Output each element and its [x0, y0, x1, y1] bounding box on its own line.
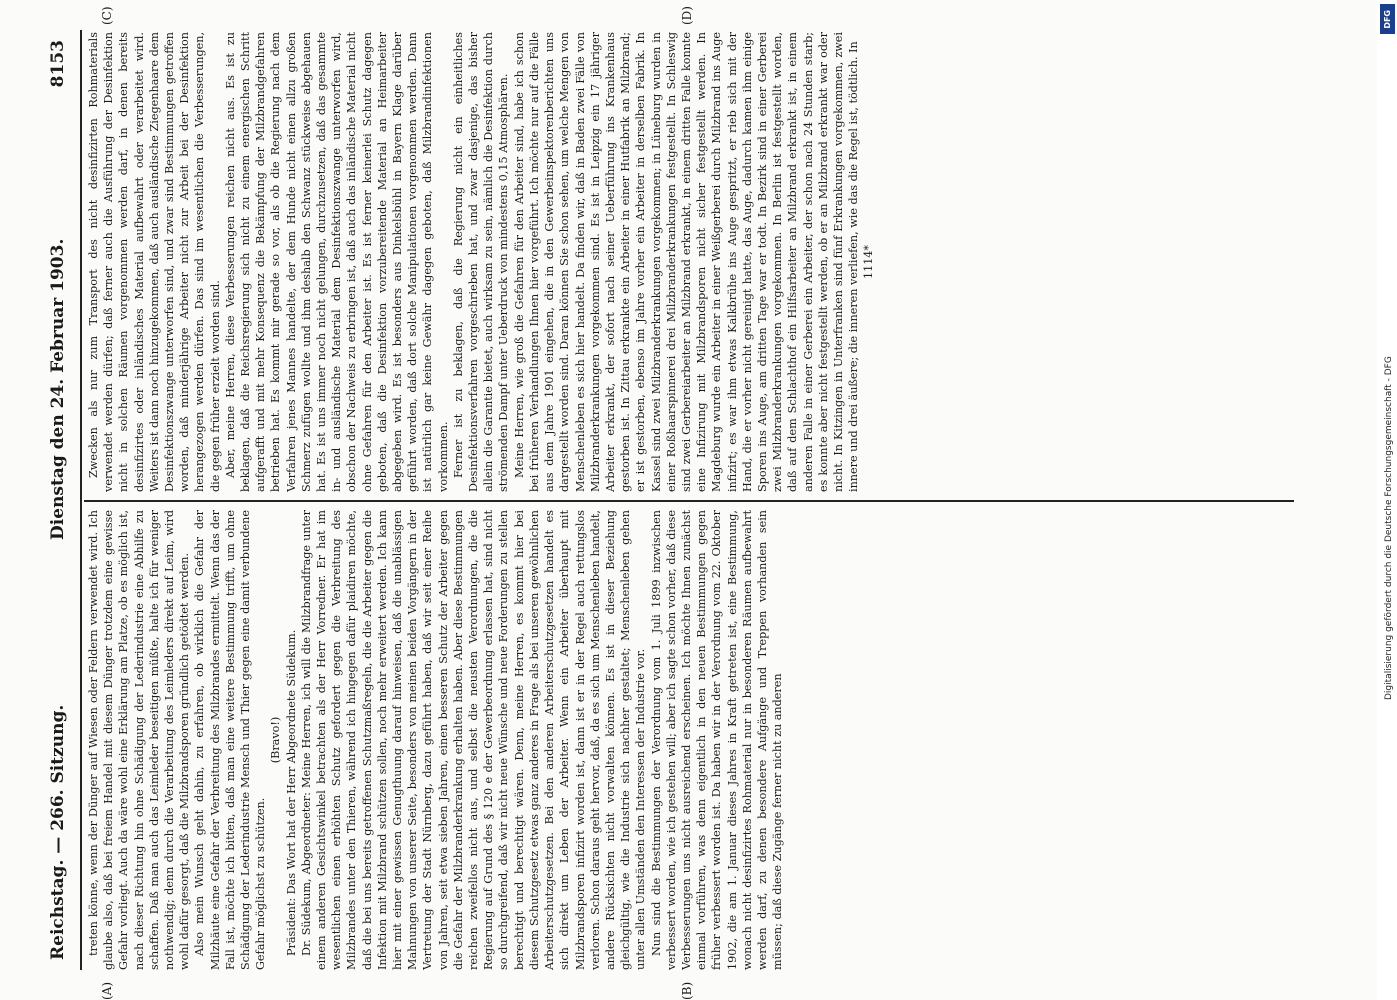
header-left: Reichstag. — 266. Sitzung.: [48, 704, 68, 960]
left-column: [86, 510, 1296, 970]
paragraph: Also mein Wunsch geht dahin, zu erfahren, ob wirklich die Gefahr der Milzhäute eine Gefahr der Verbreitung des Milzbrandes ermittelt. Wenn das der Fall ist, möchte ich bitten, daß man eine weitere Bestimmung trifft, um ohne Schädigung der Lederindustrie Mensch und Thier gegen eine damit verbundene Gefahr möglichst zu schützen.: [193, 510, 268, 970]
margin-marker-d: (D): [680, 6, 694, 25]
side-strip: [1377, 0, 1397, 1000]
rotated-page-content: [40, 6, 1300, 1000]
right-column: [86, 32, 1296, 492]
dfg-logo: DFG: [1380, 4, 1395, 34]
paragraph: Präsident: Das Wort hat der Herr Abgeordnete Südekum.: [284, 629, 298, 956]
page-number: 8153: [48, 40, 68, 88]
header-date: Dienstag den 24. Februar 1903.: [48, 238, 68, 540]
margin-marker-a: (A): [100, 981, 114, 1000]
paragraph: Meine Herren, wie groß die Gefahren für den Arbeiter sind, habe ich schon bei früheren Verhandlungen Ihnen hier vorgeführt. Ich möchte nur auf die Fälle aus dem Jahre 1901 eingehen, die in den Gewerbeinspektorenberichten uns dargestellt worden sind. Daran können Sie schon sehen, um welche Mengen von Menschenleben es sich hier handelt. Da finden wir, daß in Baden zwei Fälle von Milzbranderkrankungen vorgekommen sind. Es ist in Leipzig ein 17 jähriger Arbeiter erkrankt, der sofort nach seiner Ueberführung ins Krankenhaus gestorben ist. In Zittau erkrankte ein Arbeiter in einer Hutfabrik an Milzbrand; er ist gestorben, ebenso im Jahre vorher ein Arbeiter in derselben Fabrik. In Kassel sind zwei Milzbranderkrankungen vorgekommen; in Lüneburg wurden in einer Roßhaarspinnerei drei Milzbranderkrankungen festgestellt. In Schleswig sind zwei Gerbereiarbeiter an Milzbrand erkrankt, in einem dritten Falle konnte eine Infizirung mit Milzbrandsporen nicht sicher festgestellt werden. In Magdeburg wurde ein Arbeiter in einer Weißgerberei durch Milzbrand ins Auge infizirt; es war ihm etwas Kalkbrühe ins Auge gespritzt, er rieb sich mit der Hand, die er vorher nicht gereinigt hatte, das Auge, dadurch kamen ihm einige Sporen ins Auge, am dritten Tage war er todt. In Bezirk sind in einer Gerberei zwei Milzbranderkrankungen vorgekommen. In Berlin ist festgestellt worden, daß auf dem Schlachthof ein Hilfsarbeiter an Milzbrand erkrankt ist, in einem anderen Falle in einer Gerberei ein Arbeiter, der schon nach 24 Stunden starb; es konnte aber nicht festgestellt werden, ob er an Milzbrand erkrankt war oder nicht. In Kitzingen in Unterfranken sind fünf Erkrankungen vorgekommen, zwei innere und drei äußere; die inneren verliefen, wie das die Regel ist, tödtlich. In: [512, 32, 861, 492]
footer-signature: 1114*: [862, 244, 876, 280]
digitization-notice: Digitalisierung gefördert durch die Deutsche Forschungsgemeinschaft - DFG: [1384, 356, 1394, 700]
interjection: (Bravo!): [269, 716, 283, 764]
paragraph: Zwecken als nur zum Transport des nicht desinfizirten Rohmaterials verwendet werden dürfen; daß ferner auch die Ausführung der Desinfektion nicht in solchen Räumen vorgenommen werden darf, in denen bereits desinfizirtes oder inländisches Material aufbewahrt oder verarbeitet wird. Weiters ist dann noch hinzugekommen, daß auch ausländische Ziegenhaare dem Desinfektionszwange unterworfen sind, und zwar sind Bestimmungen getroffen worden, daß minderjährige Arbeiter nicht zur Arbeit bei der Desinfektion herangezogen werden dürfen. Das sind im wesentlichen die Verbesserungen, die gegen früher erzielt worden sind.: [87, 32, 222, 492]
paragraph: Aber, meine Herren, diese Verbesserungen reichen nicht aus. Es ist zu beklagen, daß die Reichsregierung sich nicht zu einem energischen Schritt aufgerafft und mit mehr Konsequenz die Bekämpfung der Milzbrandgefahren betrieben hat. Es kommt mir gerade so vor, als ob die Regierung nach dem Verfahren jenes Mannes handelte, der dem Hunde nicht einen allzu großen Schmerz zufügen wollte und ihm deshalb den Schwanz stückweise abgehauen hat. Es ist uns immer noch nicht gelungen, durchzusetzen, daß das gesammte in- und ausländische Material dem Desinfektionszwange unterworfen wird, obschon der Nachweis zu erbringen ist, daß auch das inländische Material nicht ohne Gefahren für den Arbeiter ist. Es ist ferner keinerlei Schutz dagegen geboten, daß die Desinfektion vorzubereitende Material an Heimarbeiter abgegeben wird. Es ist besonders aus Dinkelsbühl in Bayern Klage darüber geführt worden, daß dort solche Manipulationen vorgenommen werden. Dann ist natürlich gar keine Gewähr dagegen geboten, daß Milzbrandinfektionen vorkommen.: [223, 32, 450, 492]
paragraph: Dr. Südekum, Abgeordneter: Meine Herren, ich will die Milzbrandfrage unter einem anderen Gesichtswinkel betrachten als der Herr Vorredner. Er hat im wesentlichen einen erhöhten Schutz gefordert gegen die Verbreitung des Milzbrandes unter den Thieren, während ich hingegen dafür plaidiren möchte, daß die bei uns bereits getroffenen Schutzmaßregeln, die die Arbeiter gegen die Infektion mit Milzbrand schützen sollen, noch mehr erweitert werden. Ich kann hier mit einer gewissen Genugthuung darauf hinweisen, daß die unablässigen Mahnungen von unserer Seite, besonders von meinen beiden Vorgängern in der Vertretung der Stadt Nürnberg, dazu geführt haben, daß wir seit einer Reihe von Jahren, seit etwa sieben Jahren, einen besseren Schutz der Arbeiter gegen die Gefahr der Milzbranderkrankung erhalten haben. Aber diese Bestimmungen reichen zweifellos nicht aus, und selbst die neusten Verordnungen, die die Regierung auf Grund des § 120 e der Gewerbeordnung erlassen hat, sind nicht so durchgreifend, daß wir nicht neue Wünsche und neue Forderungen zu stellen berechtigt und berechtigt wären. Denn, meine Herren, es kommt hier bei diesem Schutzgesetz etwas ganz anderes in Frage als bei unseren gewöhnlichen Arbeiterschutzgesetzen. Bei den anderen Arbeiterschutzgesetzen handelt es sich direkt um Leben der Arbeiter. Wenn ein Arbeiter überhaupt mit Milzbrandsporen infizirt worden ist, dann ist er in der Regel auch rettungslos verloren. Schon daraus geht hervor, daß, da es sich um Menschenleben handelt, andere Rücksichten nicht vorwalten können. Es ist in dieser Beziehung gleichgültig, wie die Industrie sich nachher gestaltet; Menschenleben gehen unter allen Umständen den Interessen der Industrie vor.: [299, 510, 648, 970]
paragraph: treten könne, wenn der Dünger auf Wiesen oder Feldern verwendet wird. Ich glaube also, daß bei freiem Handel mit diesem Dünger trotzdem eine gewisse Gefahr vorliegt. Auch da wäre wohl eine Erklärung am Platze, ob es möglich ist, nach dieser Richtung hin ohne Schädigung der Lederindustrie eine Abhilfe zu schaffen. Daß man auch das Leimleder beseitigen müßte, halte ich für weniger nothwendig; denn durch die Verarbeitung des Leimleders direkt auf Leim, wird wohl dafür gesorgt, daß die Milzbrandsporen gründlich getödtet werden.: [87, 510, 192, 970]
paragraph: Ferner ist zu beklagen, daß die Regierung nicht ein einheitliches Desinfektionsverfahren vorgeschrieben hat, und zwar dasjenige, das bisher allein die Garantie bietet, auch wirksam zu sein, nämlich die Desinfektion durch strömenden Dampf unter Ueberdruck von mindestens 0,15 Atmosphären.: [451, 32, 511, 492]
margin-marker-c: (C): [100, 6, 114, 25]
margin-marker-b: (B): [680, 981, 694, 1000]
page-header: [40, 30, 82, 970]
paragraph: Nun sind die Bestimmungen der Verordnung vom 1. Juli 1899 inzwischen verbessert worden, wie ich gestehen will; aber ich sagte schon vorher, daß diese Verbesserungen uns nicht ausreichend erscheinen. Ich möchte Ihnen zunächst einmal vorführen, was denn eigentlich in den neuen Bestimmungen gegen früher verbessert worden ist. Da haben wir in der Verordnung vom 22. Oktober 1902, die am 1. Januar dieses Jahres in Kraft getreten ist, eine Bestimmung, wonach nicht desinfizirtes Rohmaterial nur in besonderen Räumen aufbewahrt werden darf, zu denen besondere Aufgänge und Treppen vorhanden sein müssen; daß diese Zugänge ferner nicht zu anderen: [649, 510, 785, 970]
column-divider: [84, 500, 1294, 502]
